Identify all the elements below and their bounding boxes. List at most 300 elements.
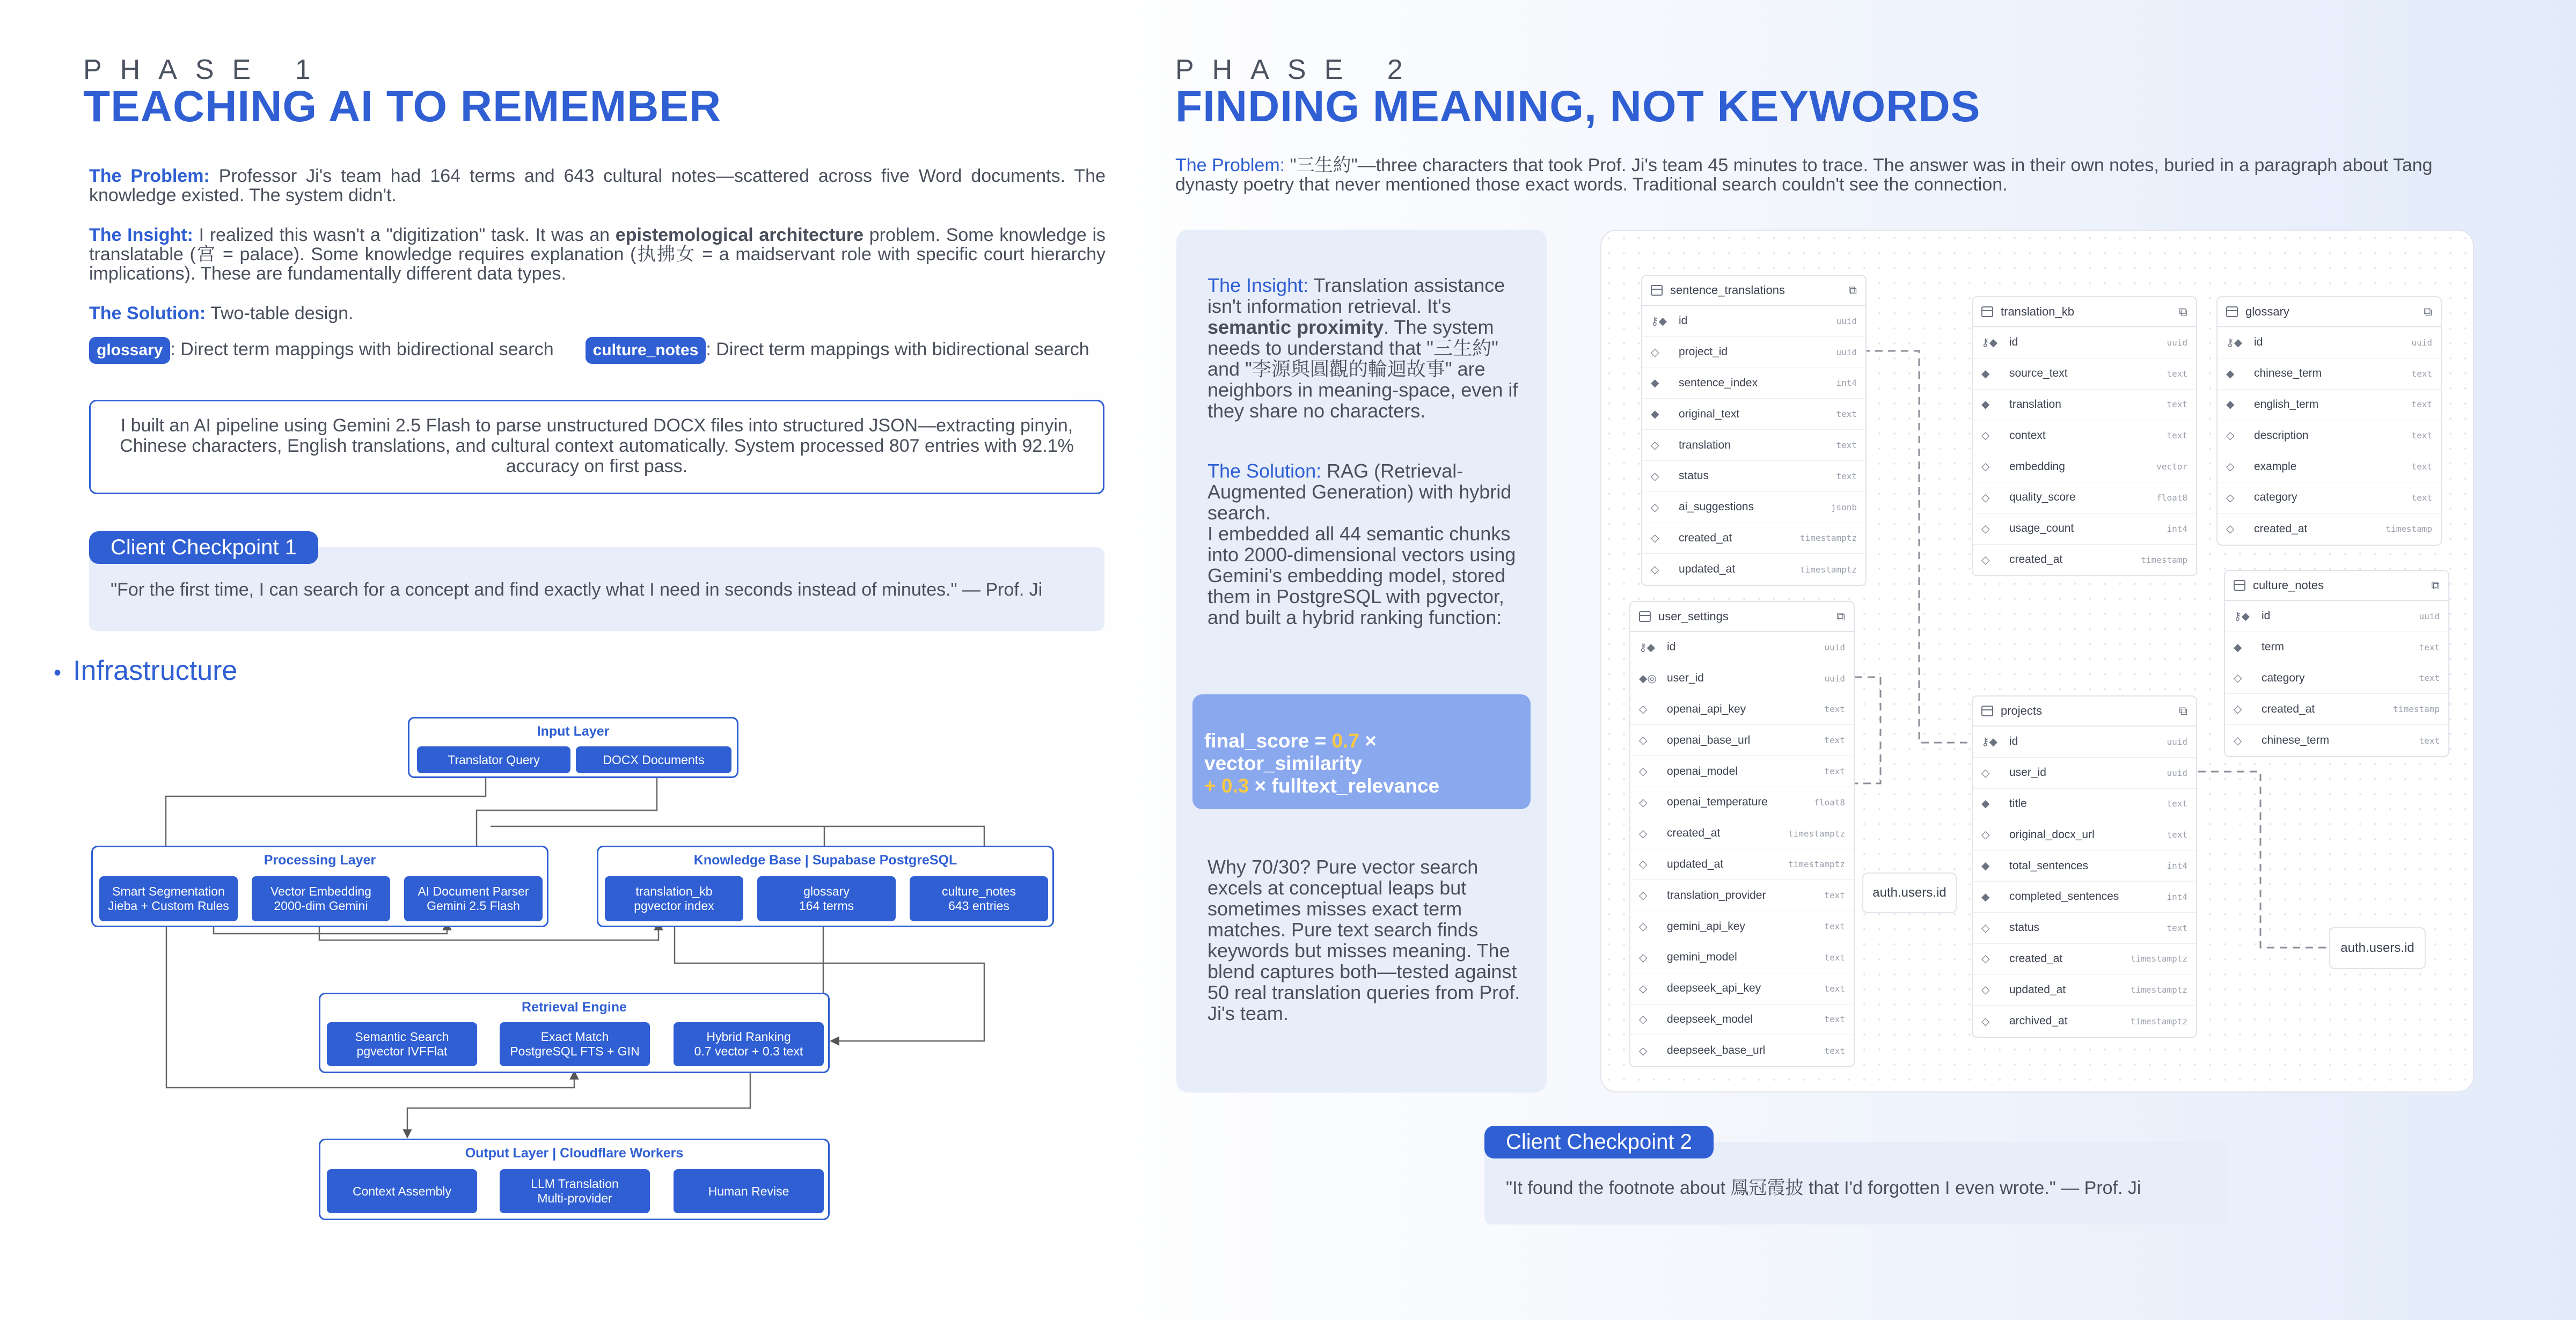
hybrid-line1: Hybrid Ranking (706, 1030, 791, 1044)
gloss-line2: 164 terms (799, 899, 854, 913)
table-row (1973, 327, 2196, 358)
phase2-solution-label: The Solution: (1208, 460, 1322, 482)
column-key-icon: ◇ (1639, 796, 1648, 809)
column-name: term (2262, 641, 2284, 654)
table-row (1973, 944, 2196, 975)
column-name: usage_count (2009, 522, 2074, 535)
phase1-label: PHASE 1 (83, 54, 329, 85)
phase2-insight-bold: semantic proximity (1208, 316, 1384, 338)
table-header (1630, 602, 1854, 632)
column-key-icon: ◆◎ (1639, 672, 1657, 685)
vector-emb-line1: Vector Embedding (270, 884, 371, 898)
table-row (1973, 358, 2196, 390)
phase2-solution-text-2: I embedded all 44 semantic chunks into 2000-dimensional vectors using Gemini's embedding model, stored them in PostgreSQL with pgvector, and built a hybrid ranking function: (1208, 523, 1516, 628)
table-row (2218, 327, 2441, 358)
column-key-icon: ◆ (1981, 399, 1990, 411)
table-row (2218, 451, 2441, 482)
output-layer-title: Output Layer | Cloudflare Workers (465, 1146, 684, 1161)
table-header (1973, 696, 2196, 727)
tkb-line2: pgvector index (634, 899, 714, 913)
column-type: int4 (2167, 861, 2187, 871)
hybrid-line2: 0.7 vector + 0.3 text (694, 1044, 803, 1058)
column-type: text (1824, 1045, 1845, 1056)
table-row (1630, 880, 1854, 911)
table-name: sentence_translations (1670, 283, 1785, 297)
column-name: translation (2009, 398, 2061, 410)
column-key-icon: ◆ (1981, 860, 1990, 872)
context-assembly-node: Context Assembly (327, 1169, 477, 1213)
column-name: chinese_term (2254, 367, 2322, 380)
column-type: timestamptz (2131, 985, 2187, 995)
table-row (1630, 694, 1854, 725)
column-key-icon: ◇ (1981, 461, 1990, 473)
column-name: openai_model (1667, 765, 1738, 778)
table-row (2225, 601, 2448, 632)
formula-weight-vector: 0.7 (1331, 730, 1359, 752)
column-key-icon: ◆ (1981, 891, 1990, 903)
column-type: text (1836, 440, 1857, 451)
column-type: text (1824, 983, 1845, 994)
gloss-line1: glossary (803, 884, 850, 898)
column-name: category (2254, 491, 2297, 504)
table-row (1630, 787, 1854, 818)
table-row (2218, 390, 2441, 421)
table-row (1973, 974, 2196, 1006)
table-row (1973, 850, 2196, 882)
table-name: culture_notes (2253, 578, 2324, 592)
table-row (1642, 306, 1865, 337)
infrastructure-heading-text: Infrastructure (73, 655, 238, 686)
docx-documents-node: DOCX Documents (576, 746, 731, 773)
column-type: text (2167, 368, 2187, 379)
column-type: text (2167, 798, 2187, 809)
checkpoint2-quote: "It found the footnote about 鳳冠霞披 that I'd forgotten I even wrote." — Prof. Ji (1506, 1178, 2141, 1198)
column-name: gemini_model (1667, 951, 1737, 964)
solution-label: The Solution: (89, 303, 206, 324)
column-name: chinese_term (2262, 734, 2330, 747)
formula-part-b: × vector_similarity (1204, 730, 1377, 774)
external-link-icon[interactable]: ⧉ (2179, 704, 2187, 717)
column-type: timestamptz (1800, 564, 1857, 575)
llm-line2: Multi-provider (537, 1191, 612, 1205)
column-type: text (1824, 890, 1845, 901)
table-row (1630, 973, 1854, 1004)
column-type: uuid (2167, 736, 2187, 747)
table-row (1642, 430, 1865, 461)
column-type: int4 (2167, 891, 2187, 902)
column-key-icon: ⚷◆ (1639, 641, 1656, 654)
column-name: category (2262, 671, 2305, 684)
table-row (1973, 451, 2196, 482)
external-link-icon[interactable]: ⧉ (1836, 610, 1845, 623)
column-name: translation (1679, 438, 1731, 451)
culture-notes-pill: culture_notes (586, 337, 706, 364)
column-key-icon: ◆ (1651, 377, 1659, 390)
column-type: int4 (2167, 523, 2187, 534)
column-type: uuid (2167, 767, 2187, 778)
column-type: timestamptz (2131, 1016, 2187, 1026)
column-key-icon: ◇ (2226, 523, 2235, 536)
column-name: openai_temperature (1667, 796, 1768, 809)
column-key-icon: ◇ (2234, 703, 2242, 716)
phase1-title: TEACHING AI TO REMEMBER (83, 82, 722, 131)
column-key-icon: ◇ (1981, 1015, 1990, 1028)
table-header (1973, 297, 2196, 327)
column-name: updated_at (2009, 983, 2066, 996)
column-name: id (2262, 610, 2271, 622)
column-type: text (2167, 399, 2187, 410)
table-row (1630, 942, 1854, 973)
column-key-icon: ◇ (1639, 982, 1648, 995)
column-name: created_at (1679, 531, 1732, 544)
column-type: text (2419, 673, 2440, 684)
column-type: text (1824, 766, 1845, 777)
column-key-icon: ◇ (1651, 470, 1659, 482)
table-row (2225, 725, 2448, 756)
solution-text: Two-table design. (206, 303, 354, 324)
column-name: total_sentences (2009, 859, 2089, 872)
column-key-icon: ◇ (1639, 703, 1648, 716)
sem-line2: pgvector IVFFlat (356, 1044, 448, 1058)
table-row (1630, 663, 1854, 694)
column-key-icon: ◇ (1639, 859, 1648, 871)
column-type: timestamp (2385, 524, 2432, 534)
column-type: timestamptz (1788, 859, 1845, 870)
column-type: text (2411, 492, 2432, 503)
column-name: ai_suggestions (1679, 501, 1754, 514)
column-type: text (1836, 409, 1857, 420)
auth-users-ref-1: auth.users.id (1862, 872, 1957, 913)
table-row (2218, 420, 2441, 451)
retrieval-engine-title: Retrieval Engine (522, 1000, 627, 1015)
column-name: english_term (2254, 398, 2319, 410)
table-row (1642, 399, 1865, 430)
column-key-icon: ◇ (1639, 735, 1648, 747)
ai-parser-line1: AI Document Parser (418, 884, 529, 898)
column-key-icon: ◆ (2234, 641, 2242, 654)
insight-text: I realized this wasn't a "digitization" task. It was an (193, 225, 616, 245)
pipeline-box: I built an AI pipeline using Gemini 2.5 Flash to parse unstructured DOCX files into structured JSON—extracting pinyin, Chinese characters, English translations, and cultural context automatically. System processed 807 entries with 92.1% accuracy on first pass. (89, 400, 1104, 494)
table-row (1973, 420, 2196, 451)
column-type: text (2167, 922, 2187, 933)
column-key-icon: ◆ (1981, 368, 1990, 380)
table-icon (1651, 285, 1663, 296)
table-row (1973, 789, 2196, 820)
table-row (1973, 727, 2196, 758)
column-key-icon: ◇ (1651, 439, 1659, 452)
table-row (2225, 663, 2448, 694)
column-name: quality_score (2009, 491, 2076, 504)
column-type: text (2167, 430, 2187, 441)
table-row (2218, 514, 2441, 545)
table-row (1630, 1004, 1854, 1036)
insight-bold: epistemological architecture (615, 225, 864, 245)
erd-table-projects (1972, 695, 2197, 1038)
column-name: openai_base_url (1667, 734, 1751, 746)
column-name: gemini_api_key (1667, 920, 1745, 933)
external-link-icon[interactable]: ⧉ (2431, 578, 2440, 592)
column-name: status (2009, 921, 2040, 934)
external-link-icon[interactable]: ⧉ (2179, 305, 2187, 318)
column-type: uuid (1836, 316, 1857, 326)
table-name: glossary (2245, 305, 2289, 318)
column-type: text (2411, 368, 2432, 379)
column-name: updated_at (1679, 563, 1736, 576)
column-type: vector (2156, 461, 2187, 472)
processing-layer-title: Processing Layer (264, 853, 376, 868)
tkb-line1: translation_kb (635, 884, 713, 898)
erd-table-user-settings (1629, 601, 1855, 1067)
column-key-icon: ◇ (1639, 1014, 1648, 1026)
phase2-label: PHASE 2 (1175, 54, 1421, 85)
table-row (2225, 632, 2448, 663)
column-type: text (1824, 704, 1845, 715)
table-header (2218, 297, 2441, 327)
erd-table-culture-notes (2224, 570, 2449, 757)
table-row (1973, 819, 2196, 850)
column-name: original_docx_url (2009, 828, 2095, 841)
column-key-icon: ◇ (2234, 735, 2242, 747)
column-type: text (2419, 642, 2440, 652)
column-key-icon: ◆ (1981, 798, 1990, 810)
column-key-icon: ◇ (2226, 430, 2235, 442)
column-key-icon: ◇ (1981, 430, 1990, 442)
table-icon (1639, 611, 1651, 622)
external-link-icon[interactable]: ⧉ (1848, 283, 1857, 297)
erd-table-sentence-translations (1641, 275, 1867, 586)
column-key-icon: ⚷◆ (1981, 336, 1998, 349)
external-link-icon[interactable]: ⧉ (2424, 305, 2432, 318)
column-key-icon: ◇ (1981, 953, 1990, 965)
column-key-icon: ⚷◆ (1651, 315, 1667, 327)
column-type: timestamp (2393, 704, 2440, 715)
column-type: text (1824, 1014, 1845, 1025)
table-name: user_settings (1658, 610, 1729, 623)
table-row (1630, 725, 1854, 756)
table-row (2218, 482, 2441, 514)
input-layer-title: Input Layer (537, 724, 610, 739)
column-name: id (1667, 641, 1676, 654)
column-key-icon: ◇ (1981, 523, 1990, 535)
column-key-icon: ◇ (2226, 492, 2235, 504)
column-type: uuid (1836, 347, 1857, 357)
column-key-icon: ◇ (1639, 1045, 1648, 1057)
problem-label: The Problem: (89, 166, 210, 186)
column-name: id (2254, 336, 2263, 349)
column-name: archived_at (2009, 1015, 2068, 1028)
column-name: id (2009, 735, 2018, 748)
table-row (1973, 882, 2196, 913)
phase2-insight-text-2: . The system needs to understand that "三生約" and "李源與圓觀的輪迴故事" are neighbors in meaning-space, even if they share no characters. (1208, 316, 1518, 422)
column-type: uuid (1824, 642, 1845, 652)
phase2-insight-label: The Insight: (1208, 274, 1309, 296)
cn-line1: culture_notes (941, 884, 1016, 898)
glossary-pill: glossary (89, 337, 170, 364)
column-key-icon: ◆ (1651, 408, 1659, 421)
column-name: sentence_index (1679, 376, 1758, 389)
column-type: timestamp (2141, 554, 2187, 565)
column-type: timestamptz (1788, 828, 1845, 839)
smart-seg-line2: Jieba + Custom Rules (108, 899, 229, 913)
column-type: uuid (1824, 673, 1845, 684)
column-name: example (2254, 460, 2297, 473)
table-row (1630, 911, 1854, 942)
table-row (1973, 1006, 2196, 1037)
table-row (1630, 1035, 1854, 1066)
column-type: text (1824, 952, 1845, 963)
erd-table-glossary (2216, 296, 2442, 546)
table-icon (2226, 306, 2238, 317)
table-row (1630, 818, 1854, 849)
column-key-icon: ⚷◆ (2234, 610, 2250, 622)
column-type: text (2167, 830, 2187, 840)
exact-line2: PostgreSQL FTS + GIN (510, 1044, 640, 1058)
table-row (1642, 523, 1865, 554)
formula-plus: + (1204, 775, 1221, 797)
column-name: source_text (2009, 367, 2068, 380)
column-key-icon: ◇ (1981, 984, 1990, 996)
phase2-insight-text: Translation assistance isn't information retrieval. It's (1208, 274, 1505, 317)
column-key-icon: ◇ (2226, 461, 2235, 473)
table-row (1642, 461, 1865, 492)
column-key-icon: ◇ (1639, 951, 1648, 964)
auth-users-ref-2: auth.users.id (2329, 927, 2426, 969)
column-name: user_id (1667, 672, 1704, 685)
column-name: id (2009, 336, 2018, 349)
column-type: float8 (2156, 492, 2187, 503)
column-type: text (1836, 471, 1857, 481)
human-revise-node: Human Revise (674, 1169, 824, 1213)
column-key-icon: ◆ (2226, 399, 2235, 411)
table-icon (1981, 706, 1993, 716)
glossary-pill-text: : Direct term mappings with bidirectional search (170, 339, 554, 360)
column-key-icon: ◇ (1981, 829, 1990, 841)
column-key-icon: ◇ (1639, 890, 1648, 902)
column-name: openai_api_key (1667, 702, 1746, 715)
checkpoint2-label: Client Checkpoint 2 (1484, 1126, 1714, 1158)
column-name: original_text (1679, 407, 1740, 420)
vector-emb-line2: 2000-dim Gemini (274, 899, 368, 913)
smart-seg-line1: Smart Segmentation (112, 884, 225, 898)
cn-line2: 643 entries (948, 899, 1009, 913)
ai-parser-line2: Gemini 2.5 Flash (427, 899, 520, 913)
formula-part-a: final_score = (1204, 730, 1332, 752)
column-key-icon: ◇ (2234, 672, 2242, 685)
phase2-problem-text: "三生約"—three characters that took Prof. Ji's team 45 minutes to trace. The answer was in their own notes, buried in a paragraph about Tang dynasty poetry that never mentioned those exact words. Traditional search couldn't see the connection. (1175, 155, 2433, 195)
column-name: created_at (2009, 952, 2063, 965)
table-name: translation_kb (2001, 305, 2074, 318)
column-name: user_id (2009, 766, 2046, 779)
column-key-icon: ◇ (1651, 563, 1659, 576)
column-name: status (1679, 470, 1709, 482)
column-name: created_at (2009, 553, 2063, 566)
problem-text: Professor Ji's team had 164 terms and 643 cultural notes—scattered across five Word documents. The knowledge existed. The system didn't. (89, 166, 1106, 206)
column-name: deepseek_base_url (1667, 1044, 1766, 1057)
column-name: embedding (2009, 460, 2065, 473)
culture-notes-pill-text: : Direct term mappings with bidirectional search (706, 339, 1089, 360)
column-name: completed_sentences (2009, 890, 2119, 903)
column-key-icon: ◇ (1981, 767, 1990, 779)
column-type: uuid (2167, 337, 2187, 348)
checkpoint1-label: Client Checkpoint 1 (89, 531, 318, 564)
column-type: text (2411, 399, 2432, 410)
column-key-icon: ◇ (1639, 827, 1648, 840)
column-name: project_id (1679, 346, 1728, 358)
table-name: projects (2001, 704, 2043, 717)
llm-line1: LLM Translation (531, 1177, 619, 1191)
column-key-icon: ◇ (1981, 922, 1990, 934)
knowledge-base-title: Knowledge Base | Supabase PostgreSQL (693, 853, 957, 868)
column-key-icon: ◇ (1639, 921, 1648, 933)
table-header (1642, 276, 1865, 306)
sem-line1: Semantic Search (355, 1030, 449, 1044)
insight-text-2: problem. Some knowledge is translatable (宫 = palace). Some knowledge requires explanation (执拂女 = a maidservant role with specific court hierarchy implications). These are fundamentally different data types. (89, 225, 1106, 284)
column-key-icon: ◇ (1651, 501, 1659, 514)
column-type: int4 (1836, 378, 1857, 388)
phase2-solution-text: RAG (Retrieval-Augmented Generation) with hybrid search. (1208, 460, 1512, 524)
column-key-icon: ◇ (1981, 492, 1990, 504)
column-name: title (2009, 797, 2027, 810)
table-icon (2234, 580, 2245, 591)
column-name: translation_provider (1667, 889, 1766, 901)
column-type: text (1824, 921, 1845, 932)
table-row (1973, 514, 2196, 545)
checkpoint1-quote: "For the first time, I can search for a concept and find exactly what I need in seconds instead of minutes." — Prof. Ji (111, 580, 1043, 600)
column-key-icon: ◇ (1981, 554, 1990, 566)
formula-weight-text: 0.3 (1221, 775, 1249, 797)
table-row (1630, 756, 1854, 787)
bullet-icon: • (54, 661, 62, 685)
table-row (1973, 545, 2196, 576)
column-key-icon: ⚷◆ (1981, 736, 1998, 748)
column-name: created_at (2254, 522, 2308, 535)
column-name: id (1679, 314, 1688, 327)
table-row (2218, 358, 2441, 390)
phase2-problem-label: The Problem: (1175, 155, 1285, 175)
phase2-title: FINDING MEANING, NOT KEYWORDS (1175, 82, 1981, 131)
erd-table-translation-kb (1972, 296, 2197, 576)
table-row (1973, 758, 2196, 789)
column-key-icon: ⚷◆ (2226, 336, 2243, 349)
column-key-icon: ◇ (1651, 532, 1659, 545)
table-row (1630, 632, 1854, 663)
table-row (1642, 492, 1865, 523)
column-type: text (2411, 430, 2432, 441)
column-name: updated_at (1667, 857, 1724, 870)
column-name: deepseek_api_key (1667, 982, 1761, 995)
table-header (2225, 571, 2448, 601)
table-row (1642, 368, 1865, 399)
column-key-icon: ◇ (1639, 766, 1648, 778)
column-type: text (2419, 735, 2440, 746)
column-key-icon: ◆ (2226, 368, 2235, 380)
column-type: timestamptz (1800, 533, 1857, 544)
formula-part-d: × fulltext_relevance (1249, 775, 1440, 797)
table-icon (1981, 306, 1993, 317)
column-name: context (2009, 429, 2046, 442)
column-type: jsonb (1831, 502, 1857, 512)
column-name: description (2254, 429, 2309, 442)
table-row (1973, 913, 2196, 944)
table-row (1973, 482, 2196, 514)
column-type: float8 (1814, 797, 1845, 808)
column-name: deepseek_model (1667, 1013, 1753, 1025)
column-type: uuid (2411, 337, 2432, 348)
insight-label: The Insight: (89, 225, 193, 245)
column-type: text (1824, 735, 1845, 746)
translator-query-node: Translator Query (417, 746, 570, 773)
column-name: created_at (1667, 827, 1721, 840)
